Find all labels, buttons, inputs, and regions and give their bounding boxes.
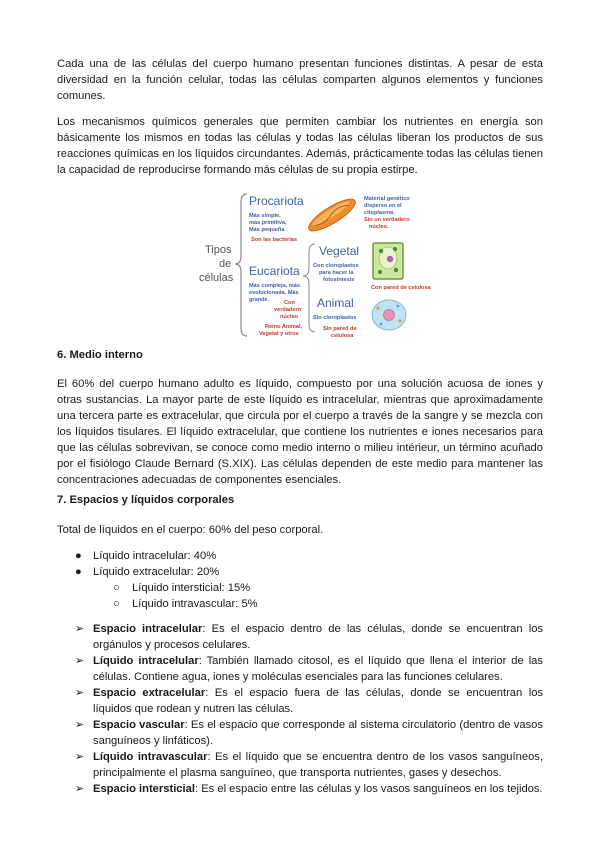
arrow-icon: ➢	[75, 751, 85, 763]
section-6-heading: 6. Medio interno	[57, 349, 143, 361]
eucariota-title: Eucariota	[249, 264, 300, 278]
bullet-icon: ○	[113, 598, 120, 610]
diagram-root-label: células	[199, 272, 234, 284]
vegetal-desc: para hacer la	[319, 270, 354, 276]
animal-wall: Sin pared de	[323, 326, 357, 332]
list-item: ○ Líquido intravascular: 5%	[113, 598, 258, 610]
diagram-brace	[235, 194, 247, 336]
bacterium-illustration	[305, 194, 359, 236]
procariota-note: citoplasma.	[364, 210, 395, 216]
arrow-icon: ➢	[75, 655, 85, 667]
eucariota-nucleus: Con	[284, 300, 295, 306]
mechanisms-paragraph: Los mecanismos químicos generales que permiten cambiar los nutrientes en energía son básicamente los mismos en todas las células y todas las células liberan los productos de sus reacciones químicas en los líquidos circundantes. Además, prácticamente todas las células tienen la capacidad de reproducirse formando más células de su propia estirpe.	[57, 116, 543, 176]
eucariota-desc: grande.	[249, 297, 270, 303]
eucariota-desc: evolucionada. Más	[249, 290, 299, 296]
animal-cell-illustration	[372, 300, 406, 330]
vegetal-title: Vegetal	[319, 244, 360, 258]
list-item: ➢ Espacio intracelular: Es el espacio dentro de las células, donde se encuentran los orgánulos y procesos celulares.	[75, 623, 544, 651]
vegetal-desc: fotosíntesis	[323, 277, 355, 283]
animal-title: Animal	[317, 296, 354, 310]
eucariota-kingdoms: Vegetal y otros	[259, 331, 299, 337]
eucariota-nucleus: verdadero	[274, 307, 302, 313]
list-item: ➢ Espacio vascular: Es el espacio que corresponde al sistema circulatorio (dentro de vasos sanguíneos y linfáticos).	[75, 719, 543, 747]
procariota-note: núcleo.	[369, 224, 389, 230]
procariota-note: Sin un verdadero	[364, 217, 410, 223]
arrow-icon: ➢	[75, 623, 85, 635]
diagram-root-label: Tipos	[205, 244, 232, 256]
bullet-icon: ●	[75, 566, 82, 578]
arrow-icon: ➢	[75, 687, 85, 699]
procariota-desc: Más pequeña	[249, 227, 285, 233]
list-item: ➢ Líquido intravascular: Es el líquido que se encuentra dentro de los vasos sanguíneos, principalmente el plasma sanguíneo, que transporta nutrientes, gases y desechos.	[75, 751, 543, 779]
section-7-heading: 7. Espacios y líquidos corporales	[57, 494, 235, 506]
eucariota-kingdoms: Reino Animal,	[265, 324, 303, 330]
definitions-list	[57, 621, 543, 797]
intro-paragraph: Cada una de las células del cuerpo humano presentan funciones distintas. A pesar de esta diversidad en la función celular, todas las células comparten algunos elementos y funciones comunes.	[57, 58, 543, 102]
bullet-icon: ○	[113, 582, 120, 594]
procariota-note: disperso en el	[364, 203, 402, 209]
list-item: ➢ Líquido intracelular: También llamado citosol, es el líquido que llena el interior de las células. Contiene agua, iones y moléculas esenciales para las funciones celulares.	[75, 655, 544, 683]
procariota-note: Material genético	[364, 196, 410, 202]
list-item: ● Líquido intracelular: 40%	[75, 550, 217, 562]
list-item: ○ Líquido intersticial: 15%	[113, 582, 251, 594]
vegetal-wall: Con pared de celulosa	[371, 285, 431, 291]
list-item: ➢ Espacio extracelular: Es el espacio fuera de las células, donde se encuentran los líquidos que rodean y nutren las células.	[75, 687, 544, 715]
arrow-icon: ➢	[75, 783, 85, 795]
procariota-title: Procariota	[249, 194, 304, 208]
list-item: ➢ Espacio intersticial: Es el espacio entre las células y los vasos sanguíneos en los tejidos.	[75, 783, 543, 795]
section-6-body: El 60% del cuerpo humano adulto es líquido, compuesto por una solución acuosa de iones y otras sustancias. La mayor parte de este líquido es intracelular, mientras que aproximadamente una tercera parte es extracelular, que circula por el cuerpo a través de la sangre y se mezcla con los líquidos tisulares. El líquido extracelular, que contiene los nutrientes e iones necesarios para que las células sobrevivan, se conoce como medio interno o milieu intérieur, un término acuñado por el fisiólogo Claude Bernard (S.XIX). Las células dependen de este medio para mantener las concentraciones adecuadas de componentes esenciales.	[57, 378, 543, 486]
list-item: ● Líquido extracelular: 20%	[75, 566, 220, 578]
vegetal-desc: Con cloroplastos	[313, 263, 359, 269]
eucariota-desc: Más compleja, más	[249, 283, 300, 289]
procariota-examples: Son las bacterias	[251, 237, 298, 243]
procariota-desc: más primitiva,	[249, 220, 287, 226]
eucariota-nucleus: núcleo	[280, 314, 299, 320]
plant-cell-illustration	[373, 243, 403, 279]
cell-types-diagram	[197, 186, 499, 342]
diagram-root-label: de	[219, 258, 232, 270]
arrow-icon: ➢	[75, 719, 85, 731]
total-fluids: Total de líquidos en el cuerpo: 60% del peso corporal.	[57, 524, 324, 536]
procariota-desc: Más simple,	[249, 213, 281, 219]
bullet-icon: ●	[75, 550, 82, 562]
animal-desc: Sin cloroplastos	[313, 315, 357, 321]
animal-wall: celulosa	[331, 333, 354, 339]
fluid-percentages-list	[73, 548, 513, 612]
